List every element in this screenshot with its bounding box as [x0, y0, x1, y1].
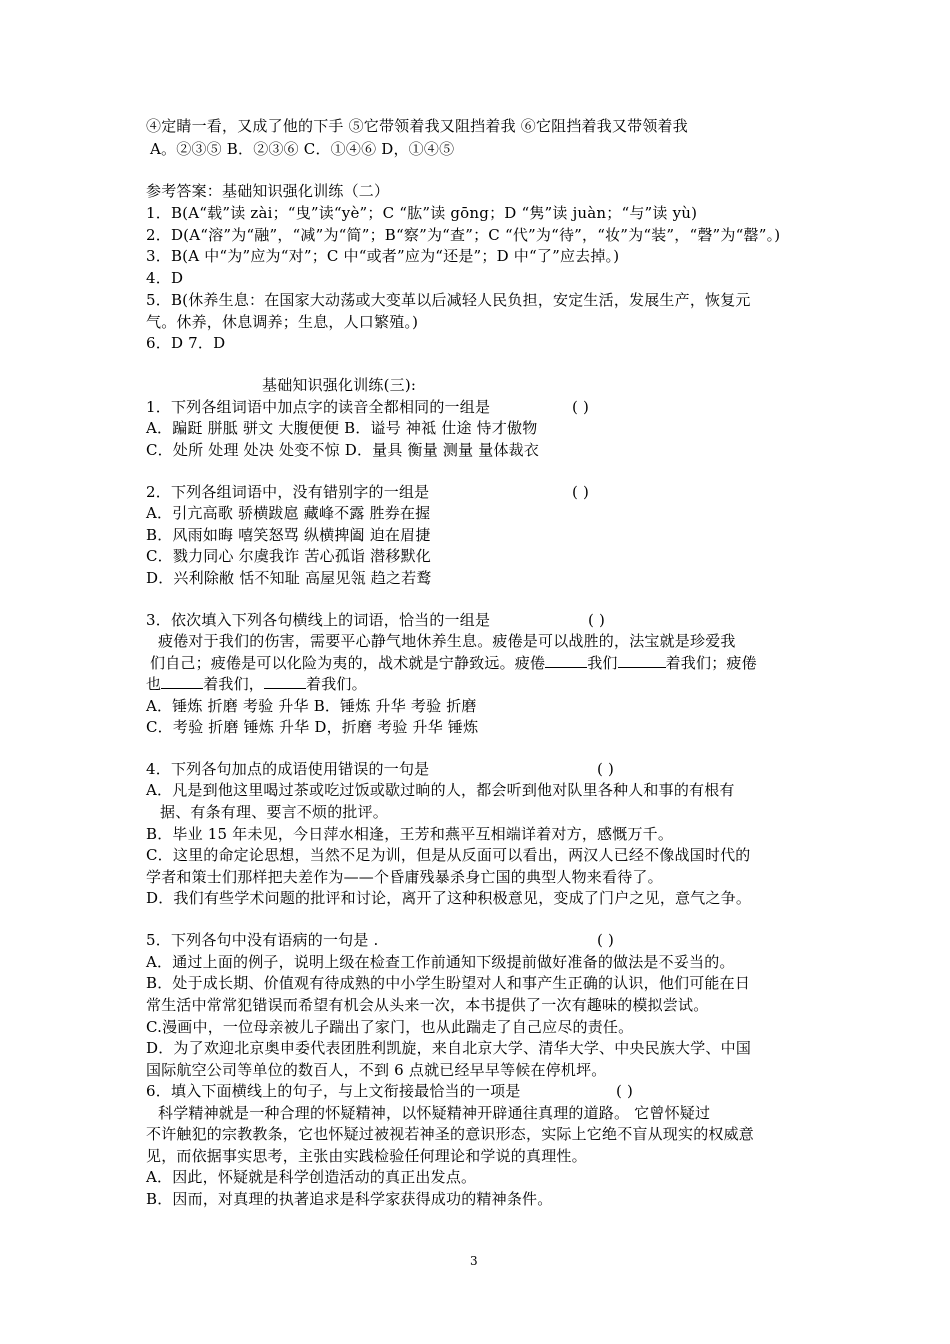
- q3-passage-text: 也: [146, 675, 162, 693]
- q6-option-b: B．因而，对真理的执著追求是科学家获得成功的精神条件。: [146, 1190, 553, 1208]
- q2-option-c: C．戮力同心 尔虞我诈 苦心孤诣 潜移默化: [146, 547, 431, 565]
- q5-option-c: C.漫画中，一位母亲被儿子踹出了家门，也从此踹走了自己应尽的责任。: [146, 1018, 634, 1036]
- q5-option-a: A．通过上面的例子，说明上级在检查工作前通知下级提前做好准备的做法是不妥当的。: [146, 953, 735, 971]
- q5-option-d-line-2: 国际航空公司等单位的数百人，不到 6 点就已经早早等候在停机坪。: [146, 1061, 607, 1079]
- q4-option-d: D．我们有些学术问题的批评和讨论，离开了这种积极意见，变成了门户之见，意气之争。: [146, 889, 752, 907]
- q4-stem: 4．下列各句加点的成语使用错误的一句是: [146, 760, 430, 778]
- answer-5-line-1: 5．B(休养生息：在国家大动荡或大变革以后减轻人民负担，安定生活，发展生产，恢复元: [146, 291, 751, 309]
- q2-option-d: D．兴利除敝 恬不知耻 高屋见瓴 趋之若鹜: [146, 569, 432, 587]
- q5-option-b-line-2: 常生活中常常犯错误而希望有机会从头来一次，本书提供了一次有趣味的模拟尝试。: [146, 996, 709, 1014]
- q1-options-row-1: A．蹁跹 胼胝 骈文 大腹便便 B．谥号 神祗 仕途 恃才傲物: [146, 419, 538, 437]
- q4-option-b: B．毕业 15 年未见，今日萍水相逢，王芳和燕平互相端详着对方，感慨万千。: [146, 825, 674, 843]
- q3-passage-text: 着我们；疲倦: [665, 654, 757, 672]
- fill-blank-3[interactable]: [161, 674, 203, 689]
- answer-3: 3．B(A 中“为”应为“对”；C 中“或者”应为“还是”；D 中“了”应去掉。): [146, 247, 620, 265]
- fill-blank-4[interactable]: [264, 674, 306, 689]
- q4-option-a-line-1: A．凡是到他这里喝过茶或吃过饭或歇过晌的人，都会听到他对队里各种人和事的有根有: [146, 781, 735, 799]
- q2-option-b: B．风雨如晦 嘻笑怒骂 纵横捭阖 迫在眉捷: [146, 526, 431, 544]
- q3-options-row-2: C．考验 折磨 锤炼 升华 D，折磨 考验 升华 锤炼: [146, 718, 479, 736]
- q3-passage-text: 着我们。: [306, 675, 367, 693]
- top-line-1: ④定睛一看，又成了他的下手 ⑤它带领着我又阻挡着我 ⑥它阻挡着我又带领着我: [146, 117, 688, 135]
- answer-1: 1．B(A“载”读 zài；“曳”读“yè”；C “肱”读 gōng；D “隽”读 juàn；“与”读 yù): [146, 204, 698, 222]
- q3-passage-text: 我们: [587, 654, 618, 672]
- section-3-title: 基础知识强化训练(三):: [262, 376, 417, 394]
- page-number: 3: [470, 1254, 478, 1268]
- q2-option-a: A．引亢高歌 骄横跋扈 藏峰不露 胜券在握: [146, 504, 431, 522]
- answer-4: 4．D: [146, 269, 184, 287]
- top-options: A。②③⑤ B．②③⑥ C．①④⑥ D，①④⑤: [150, 140, 455, 158]
- q5-option-b-line-1: B．处于成长期、价值观有待成熟的中小学生盼望对人和事产生正确的认识，他们可能在日: [146, 974, 751, 992]
- q2-stem: 2．下列各组词语中，没有错别字的一组是: [146, 483, 430, 501]
- q6-answer-paren: ( ): [616, 1082, 634, 1100]
- q4-answer-paren: ( ): [597, 760, 615, 778]
- fill-blank-2[interactable]: [618, 653, 666, 668]
- q5-answer-paren: ( ): [597, 931, 615, 949]
- q3-passage-text: 们自己；疲倦是可以化险为夷的，战术就是宁静致远。疲倦: [150, 654, 546, 672]
- q4-option-a-line-2: 据、有条有理、要言不烦的批评。: [160, 803, 389, 821]
- q1-options-row-2: C．处所 处理 处决 处变不惊 D．量具 衡量 测量 量体裁衣: [146, 441, 540, 459]
- q3-passage-line-1: 疲倦对于我们的伤害，需要平心静气地休养生息。疲倦是可以战胜的，法宝就是珍爱我: [158, 632, 736, 650]
- q5-stem: 5．下列各句中没有语病的一句是 .: [146, 931, 379, 949]
- q1-answer-paren: ( ): [572, 398, 590, 416]
- fill-blank-1[interactable]: [545, 653, 587, 668]
- answer-5-line-2: 气。休养，休息调养；生息，人口繁殖。): [146, 313, 419, 331]
- q4-option-c-line-1: C．这里的命定论思想，当然不足为训，但是从反面可以看出，两汉人已经不像战国时代的: [146, 846, 751, 864]
- q3-stem: 3．依次填入下列各句横线上的词语，恰当的一组是: [146, 611, 491, 629]
- q3-answer-paren: ( ): [588, 611, 606, 629]
- answer-6-7: 6．D 7．D: [146, 334, 226, 352]
- q6-passage-line-2: 不许触犯的宗教教条，它也怀疑过被视若神圣的意识形态，实际上它绝不盲从现实的权威意: [146, 1125, 755, 1143]
- q3-passage-text: 着我们，: [203, 675, 265, 693]
- q6-stem: 6．填入下面横线上的句子，与上文衔接最恰当的一项是: [146, 1082, 521, 1100]
- q6-passage-line-3: 见，而依据事实思考，主张由实践检验任何理论和学说的真理性。: [146, 1147, 587, 1165]
- q5-option-d-line-1: D．为了欢迎北京奥申委代表团胜利凯旋，来自北京大学、清华大学、中央民族大学、中国: [146, 1039, 752, 1057]
- q6-option-a: A．因此，怀疑就是科学创造活动的真正出发点。: [146, 1168, 477, 1186]
- q6-passage-line-1: 科学精神就是一种合理的怀疑精神，以怀疑精神开辟通往真理的道路。 它曾怀疑过: [158, 1104, 711, 1122]
- q3-passage-line-2: [150, 652, 757, 674]
- answers-title: 参考答案：基础知识强化训练（二）: [146, 182, 390, 200]
- q1-stem: 1．下列各组词语中加点字的读音全都相同的一组是: [146, 398, 491, 416]
- answer-2: 2．D(A“溶”为“融”，“减”为“简”；B“察”为“查”；C “代”为“待”，“妆”为“装”，“磬”为“罄”。): [146, 226, 781, 244]
- q3-passage-line-3: [146, 673, 367, 695]
- q4-option-c-line-2: 学者和策士们那样把夫差作为——个昏庸残暴杀身亡国的典型人物来看待了。: [146, 868, 663, 886]
- q3-options-row-1: A．锤炼 折磨 考验 升华 B．锤炼 升华 考验 折磨: [146, 697, 477, 715]
- q2-answer-paren: ( ): [572, 483, 590, 501]
